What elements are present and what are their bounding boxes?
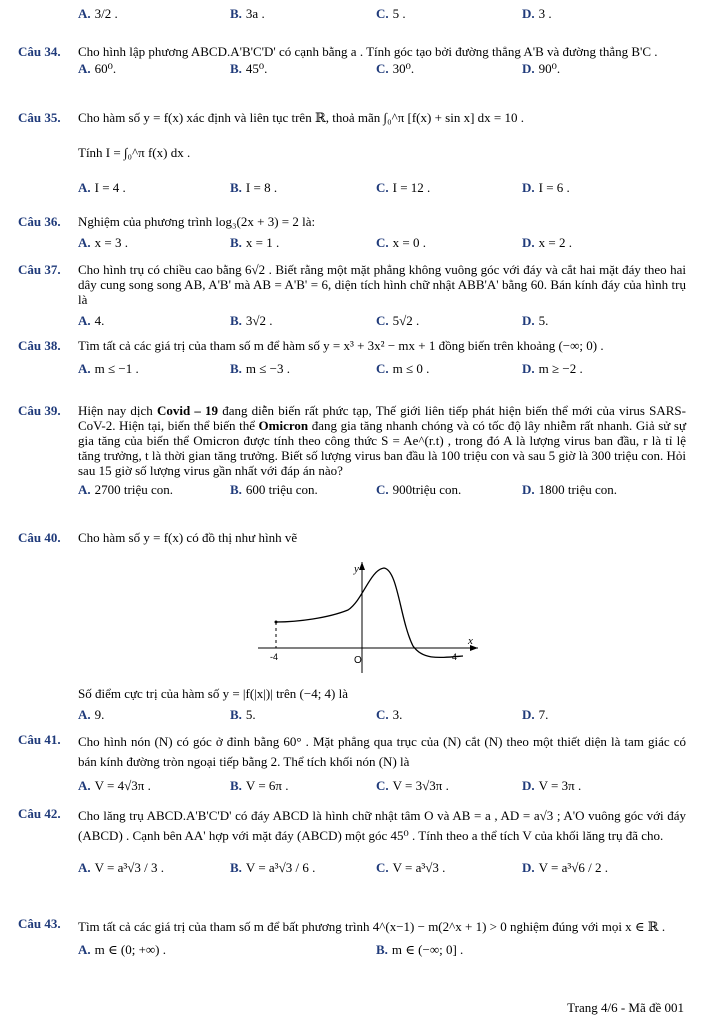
question-label: Câu 37. <box>18 262 61 277</box>
function-graph <box>258 560 478 675</box>
question-text: Tìm tất cả các giá trị của tham số m để hàm số y = x³ + 3x² − mx + 1 đồng biến trên khoảng (−∞; 0) . <box>78 338 604 353</box>
curve-start-point <box>275 621 278 624</box>
option-b[interactable]: B. m ≤ −3 . <box>230 361 290 376</box>
option-c[interactable]: C. V = 3√3π . <box>376 778 449 793</box>
q35-options <box>78 180 686 196</box>
option-d[interactable]: D. 1800 triệu con. <box>522 482 617 497</box>
option-c[interactable]: C. V = a³√3 . <box>376 860 446 875</box>
question-text: Cho lăng trụ ABCD.A'B'C'D' có đáy ABCD là hình chữ nhật tâm O và AB = a , AD = a√3 ; A'O vuông góc với đáy (ABCD) . Cạnh bên AA' hợp với mặt đáy (ABCD) một góc 45⁰ . Tính theo a thể tích V của khối lăng trụ đã cho. <box>78 808 686 843</box>
question-38 <box>18 338 686 377</box>
option-b[interactable]: B. 3a . <box>230 6 265 21</box>
omicron-term: Omicron <box>258 418 309 433</box>
question-label: Câu 41. <box>18 732 61 747</box>
q39-options <box>78 482 686 498</box>
function-curve <box>276 568 463 657</box>
q42-options <box>78 860 686 876</box>
origin-label: O <box>354 655 362 666</box>
question-text: Cho hình nón (N) có góc ở đỉnh bằng 60° . Mặt phẳng qua trục của (N) cắt (N) theo một thiết diện là tam giác có bán kính đường tròn ngoại tiếp bằng 2. Thể tích khối nón (N) là <box>78 734 686 769</box>
option-c[interactable]: C. 3. <box>376 707 403 722</box>
tick-label-left: -4 <box>270 652 279 662</box>
q41-options <box>78 778 686 794</box>
option-a[interactable]: A. x = 3 . <box>78 235 128 250</box>
question-40 <box>18 530 686 547</box>
q43-options <box>78 942 686 958</box>
q36-options <box>78 235 686 251</box>
question-label: Câu 34. <box>18 44 61 59</box>
question-41 <box>18 732 686 794</box>
q33-options <box>78 6 686 22</box>
option-a[interactable]: A. 60⁰. <box>78 61 117 76</box>
question-text: Hiện nay dịch Covid – 19 đang diễn biến rất phức tạp, Thế giới liên tiếp phát hiện biến thể mới của virus SARS-CoV-2. Hiện tại, biến thể biến thể Omicron đang gia tăng nhanh chóng và có tốc độ lây nhiễm rất nhanh. Giả sử sự gia tăng của biến thể Omicron được tính theo công thức S = Ae^(r.t) , trong đó A là lượng virus ban đầu, r là tỉ lệ tăng trưởng, t là thời gian tăng trưởng. Biết số lượng virus ban đầu là 100 triệu con và sau 5 giờ là 300 triệu con. Hỏi sau 15 giờ số lượng virus gần nhất với đáp án nào? <box>78 403 686 478</box>
q38-options <box>78 361 686 377</box>
option-b[interactable]: B. m ∈ (−∞; 0] . <box>376 942 464 957</box>
option-c[interactable]: C. I = 12 . <box>376 180 431 195</box>
tick-label-right: 4 <box>452 652 458 662</box>
option-b[interactable]: B. 5. <box>230 707 256 722</box>
option-a[interactable]: A. 2700 triệu con. <box>78 482 173 497</box>
q34-options <box>78 61 686 77</box>
option-d[interactable]: D. V = a³√6 / 2 . <box>522 860 609 875</box>
page-footer: Trang 4/6 - Mã đề 001 <box>567 1000 684 1015</box>
question-label: Câu 38. <box>18 338 61 353</box>
question-42 <box>18 806 686 876</box>
option-b[interactable]: B. I = 8 . <box>230 180 278 195</box>
question-text: Cho hình lập phương ABCD.A'B'C'D' có cạnh bằng a . Tính góc tạo bởi đường thẳng A'B và đường thẳng B'C . <box>78 44 658 59</box>
question-34 <box>18 44 686 77</box>
question-40-part2 <box>18 686 686 723</box>
x-axis-label: x <box>468 635 473 647</box>
option-d[interactable]: D. I = 6 . <box>522 180 570 195</box>
question-label: Câu 35. <box>18 110 61 125</box>
option-b[interactable]: B. 600 triệu con. <box>230 482 318 497</box>
question-text: Cho hình trụ có chiều cao bằng 6√2 . Biết rằng một mặt phẳng không vuông góc với đáy và cắt hai mặt đáy theo hai dây cung song song AB, A'B' mà AB = A'B' = 6, diện tích hình chữ nhật ABB'A' bằng 60. Bán kính đáy của hình trụ là <box>78 262 686 307</box>
question-label: Câu 43. <box>18 916 61 931</box>
question-text: Tìm tất cả các giá trị của tham số m để bất phương trình 4^(x−1) − m(2^x + 1) > 0 nghiệm đúng với mọi x ∈ ℝ . <box>78 919 666 934</box>
q33-block <box>18 6 686 22</box>
question-subtext: Số điểm cực trị của hàm số y = |f(|x|)| trên (−4; 4) là <box>78 686 349 701</box>
question-subtext: Tính I = ∫₀^π f(x) dx . <box>78 145 191 160</box>
y-axis-arrow-icon <box>359 562 365 570</box>
option-a[interactable]: A. I = 4 . <box>78 180 126 195</box>
option-d[interactable]: D. m ≥ −2 . <box>522 361 583 376</box>
question-label: Câu 42. <box>18 806 61 821</box>
option-b[interactable]: B. V = 6π . <box>230 778 289 793</box>
option-c[interactable]: C. 30⁰. <box>376 61 415 76</box>
option-c[interactable]: C. 5 . <box>376 6 406 21</box>
question-37 <box>18 262 686 329</box>
option-a[interactable]: A. m ∈ (0; +∞) . <box>78 942 166 957</box>
option-c[interactable]: C. m ≤ 0 . <box>376 361 430 376</box>
option-c[interactable]: C. 5√2 . <box>376 313 420 328</box>
question-label: Câu 40. <box>18 530 61 545</box>
option-a[interactable]: A. 3/2 . <box>78 6 118 21</box>
option-c[interactable]: C. 900triệu con. <box>376 482 462 497</box>
question-35 <box>18 110 686 196</box>
option-d[interactable]: D. x = 2 . <box>522 235 572 250</box>
option-a[interactable]: A. m ≤ −1 . <box>78 361 139 376</box>
option-a[interactable]: A. 9. <box>78 707 105 722</box>
option-b[interactable]: B. 45⁰. <box>230 61 268 76</box>
question-36 <box>18 214 686 251</box>
question-39 <box>18 403 686 498</box>
option-d[interactable]: D. V = 3π . <box>522 778 582 793</box>
option-d[interactable]: D. 90⁰. <box>522 61 561 76</box>
option-c[interactable]: C. x = 0 . <box>376 235 426 250</box>
covid-term: Covid – 19 <box>156 403 219 418</box>
option-b[interactable]: B. x = 1 . <box>230 235 280 250</box>
q40-options <box>78 707 686 723</box>
option-d[interactable]: D. 7. <box>522 707 549 722</box>
question-text: Nghiệm của phương trình log₃(2x + 3) = 2 là: <box>78 214 316 229</box>
option-b[interactable]: B. V = a³√3 / 6 . <box>230 860 316 875</box>
option-b[interactable]: B. 3√2 . <box>230 313 273 328</box>
question-43 <box>18 916 686 958</box>
option-d[interactable]: D. 5. <box>522 313 549 328</box>
option-a[interactable]: A. V = 4√3π . <box>78 778 151 793</box>
question-label: Câu 39. <box>18 403 61 418</box>
q37-options <box>78 313 686 329</box>
option-d[interactable]: D. 3 . <box>522 6 552 21</box>
y-axis-label: y <box>354 563 359 575</box>
question-label: Câu 36. <box>18 214 61 229</box>
question-text: Cho hàm số y = f(x) có đồ thị như hình vẽ <box>78 530 298 545</box>
question-text: Cho hàm số y = f(x) xác định và liên tục trên ℝ, thoả mãn ∫₀^π [f(x) + sin x] dx = 10 . <box>78 110 524 125</box>
option-a[interactable]: A. 4. <box>78 313 105 328</box>
option-a[interactable]: A. V = a³√3 / 3 . <box>78 860 165 875</box>
